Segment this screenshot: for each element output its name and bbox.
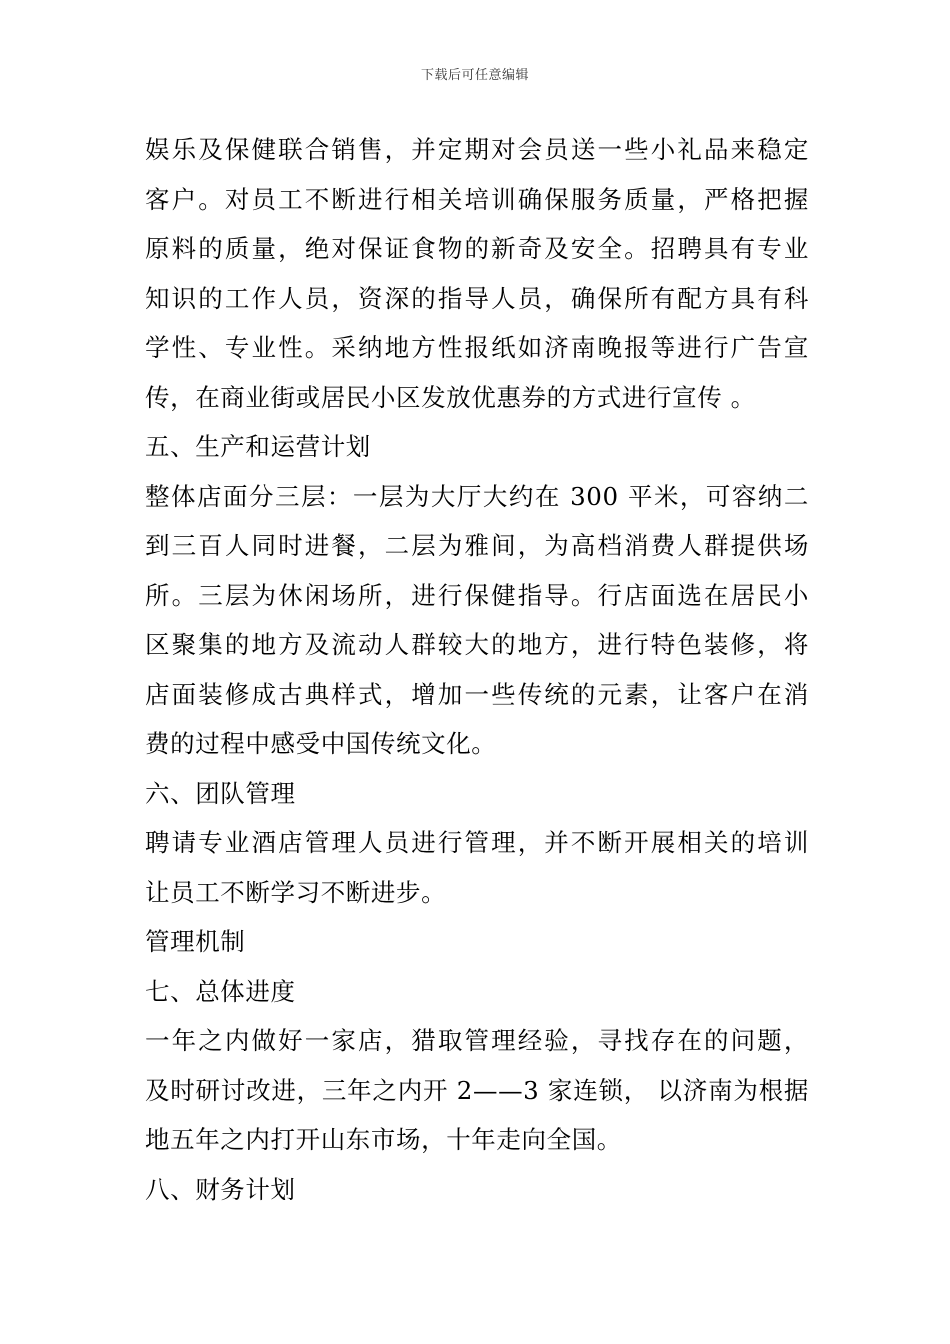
text-line: 区聚集的地方及流动人群较大的地方，进行特色装修，将 <box>145 630 809 659</box>
page-header: 下载后可任意编辑 <box>420 68 529 83</box>
text-line: 整体店面分三层：一层为大厅大约在 300 平米，可容纳二 <box>145 481 809 511</box>
text-line: 一年之内做好一家店，猎取管理经验，寻找存在的问题， <box>145 1026 809 1055</box>
text-line: 聘请专业酒店管理人员进行管理，并不断开展相关的培训 <box>145 828 809 857</box>
text-line: 七、总体进度 <box>145 976 296 1006</box>
text-line: 六、团队管理 <box>145 778 296 808</box>
text-line: 知识的工作人员，资深的指导人员，确保所有配方具有科 <box>145 283 809 313</box>
text-line: 客户。对员工不断进行相关培训确保服务质量，严格把握 <box>145 184 809 214</box>
text-line: 学性、专业性。采纳地方性报纸如济南晚报等进行广告宣 <box>145 333 809 362</box>
text-line: 让员工不断学习不断进步。 <box>145 877 447 907</box>
text-line: 传，在商业街或居民小区发放优惠券的方式进行宣传 。 <box>145 382 756 412</box>
text-line: 五、生产和运营计划 <box>145 432 371 461</box>
text-line: 及时研讨改进，三年之内开 2——3 家连锁， 以济南为根据 <box>145 1075 809 1105</box>
text-line: 娱乐及保健联合销售，并定期对会员送一些小礼品来稳定 <box>145 135 809 164</box>
text-line: 费的过程中感受中国传统文化。 <box>145 729 497 758</box>
text-line: 八、财务计划 <box>145 1174 296 1204</box>
text-line: 地五年之内打开山东市场，十年走向全国。 <box>145 1125 622 1154</box>
text-line: 管理机制 <box>145 927 246 956</box>
text-line: 到三百人同时进餐，二层为雅间，为高档消费人群提供场 <box>145 531 809 560</box>
text-line: 所。三层为休闲场所，进行保健指导。行店面选在居民小 <box>145 580 809 610</box>
document-body <box>145 125 809 1214</box>
text-line: 原料的质量，绝对保证食物的新奇及安全。招聘具有专业 <box>145 234 809 263</box>
text-line: 店面装修成古典样式，增加一些传统的元素，让客户在消 <box>145 679 809 709</box>
